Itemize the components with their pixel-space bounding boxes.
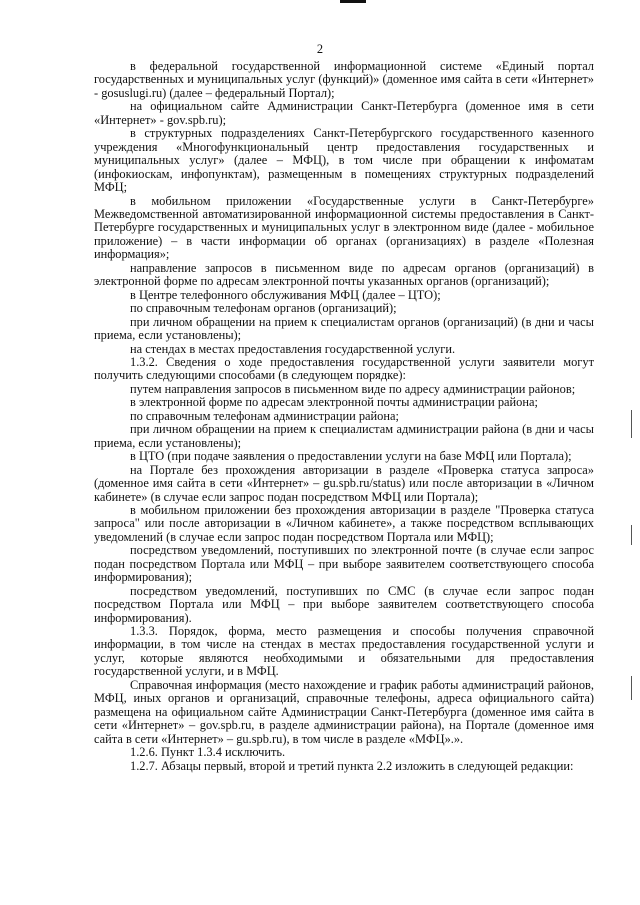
paragraph: 1.3.3. Порядок, форма, место размещения и способы получения справочной информации, в том числе на стендах в местах предоставления государственной услуги и услуг, которые являются необходимыми и обязательными для предоставления государственной услуги, и в МФЦ. [94, 624, 594, 679]
paragraph: 1.2.7. Абзацы первый, второй и третий пункта 2.2 изложить в следующей редакции: [130, 758, 574, 773]
paragraph: по справочным телефонам органов (организаций); [130, 301, 397, 316]
right-margin-mark [631, 525, 632, 545]
paragraph: в ЦТО (при подаче заявления о предоставлении услуги на базе МФЦ или Портала); [130, 449, 572, 464]
paragraph: посредством уведомлений, поступивших по СМС (в случае если запрос подан посредством Портала или МФЦ – при выборе заявителем соответствующего способа информирования). [94, 583, 594, 625]
paragraph: Справочная информация (место нахождение и график работы администраций районов, МФЦ, иных органов и организаций, справочные телефоны, адреса официального сайта) размещена на официальном сайте Администрации Санкт-Петербурга (доменное имя сайта в сети «Интернет» – gov.spb.ru, в разделе администрации района), на Портале (доменное имя сайта в сети «Интернет» – gu.spb.ru), в том числе в разделе «МФЦ».». [94, 677, 594, 746]
page-number: 2 [316, 42, 324, 56]
paragraph: в мобильном приложении без прохождения авторизации в разделе "Проверка статуса запроса" или после авторизации в «Личном кабинете», а также посредством всплывающих уведомлений (в случае если запрос подан посредством Портала или МФЦ); [94, 502, 594, 544]
paragraph: в Центре телефонного обслуживания МФЦ (далее – ЦТО); [130, 287, 441, 302]
paragraph: в структурных подразделениях Санкт-Петербургского государственного казенного учреждения «Многофункциональный центр предоставления государственных и муниципальных услуг» (далее – МФЦ), в том числе при обращении к инфоматам (инфокиоскам, инфопунктам), размещенным в помещениях структурных подразделений МФЦ; [94, 126, 594, 195]
paragraph: в федеральной государственной информационной системе «Единый портал государственных и муниципальных услуг (функций)» (доменное имя сайта в сети «Интернет» - gosuslugi.ru) (далее – федеральный Портал); [94, 59, 594, 100]
paragraph: путем направления запросов в письменном виде по адресу администрации районов; [130, 381, 576, 396]
paragraph: по справочным телефонам администрации района; [130, 408, 399, 423]
paragraph: на стендах в местах предоставления государственной услуги. [130, 341, 456, 356]
paragraph: в электронной форме по адресам электронной почты администрации района; [130, 395, 538, 410]
paragraph: 1.2.6. Пункт 1.3.4 исключить. [130, 745, 286, 760]
top-edge-mark [340, 0, 366, 3]
document-body [94, 60, 594, 773]
right-margin-mark [631, 676, 632, 700]
paragraph: при личном обращении на прием к специалистам администрации района (в дни и часы приема, если установлены); [94, 422, 594, 450]
right-margin-mark [631, 410, 632, 438]
paragraph: в мобильном приложении «Государственные услуги в Санкт-Петербурге» Межведомственной автоматизированной информационной системы предоставления в Санкт-Петербурге государственных и муниципальных услуг в электронном виде (далее - мобильное приложение) – в части информации об органах (организациях) в разделе «Полезная информация»; [94, 193, 594, 262]
paragraph: направление запросов в письменном виде по адресам органов (организаций) в электронной форме по адресам электронной почты указанных органов (организаций); [94, 260, 594, 289]
paragraph: на официальном сайте Администрации Санкт-Петербурга (доменное имя в сети «Интернет» - gov.spb.ru); [94, 99, 594, 127]
paragraph: посредством уведомлений, поступивших по электронной почте (в случае если запрос подан посредством Портала или МФЦ – при выборе заявителем соответствующего способа информирования); [94, 543, 594, 585]
paragraph: при личном обращении на прием к специалистам органов (организаций) (в дни и часы приема, если установлены); [94, 314, 594, 343]
paragraph: 1.3.2. Сведения о ходе предоставления государственной услуги заявители могут получить следующими способами (в следующем порядке): [94, 354, 594, 383]
paragraph: на Портале без прохождения авторизации в разделе «Проверка статуса запроса» (доменное имя сайта в сети «Интернет» – gu.spb.ru/status) или после авторизации в «Личном кабинете» (в случае если запрос подан посредством МФЦ или Портала); [94, 462, 594, 504]
